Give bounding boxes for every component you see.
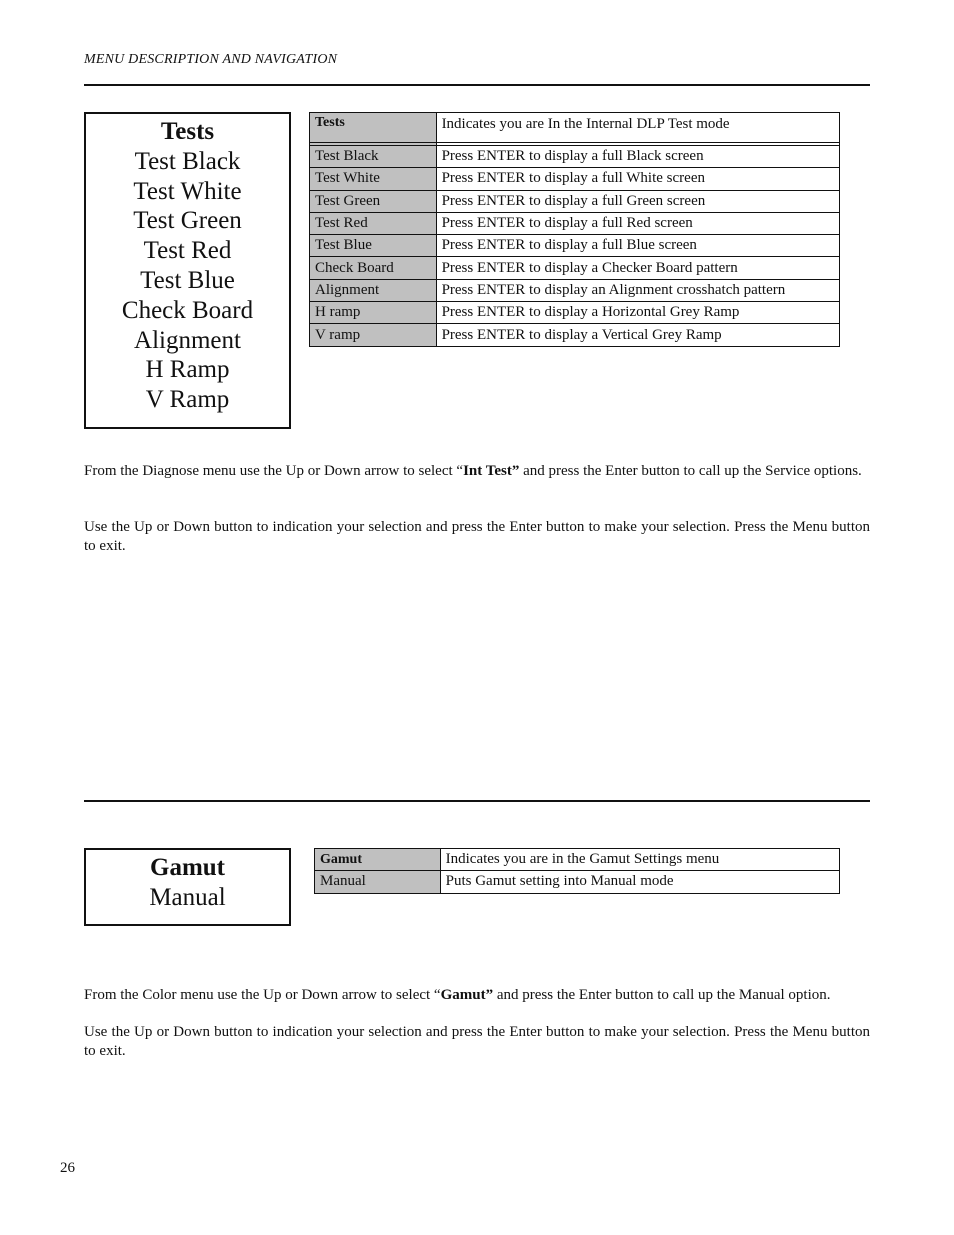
table-cell-key: Check Board: [310, 257, 437, 279]
table-cell-value: Press ENTER to display a full White screen: [436, 168, 839, 190]
menu-item-manual: Manual: [149, 883, 226, 911]
table-cell-value: Press ENTER to display a full Black screen: [436, 146, 839, 168]
top-rule: [84, 84, 870, 86]
table-cell-value: Indicates you are In the Internal DLP Test mode: [436, 113, 839, 143]
table-row: [310, 168, 840, 190]
menu-item-v-ramp: V Ramp: [145, 386, 230, 414]
menu-item-check-board: Check Board: [121, 296, 254, 324]
table-cell-value: Press ENTER to display an Alignment crosshatch pattern: [436, 279, 839, 301]
table-cell-key: Tests: [310, 113, 437, 143]
table-row: [310, 302, 840, 324]
table-row: [310, 279, 840, 301]
menu-item-test-green: Test Green: [133, 207, 242, 235]
table-cell-key: Test Red: [310, 212, 437, 234]
table-cell-key: Test Blue: [310, 235, 437, 257]
table-row: [310, 257, 840, 279]
table-cell-value: Indicates you are in the Gamut Settings menu: [440, 849, 839, 871]
table-cell-key: Test Green: [310, 190, 437, 212]
table-header-row: [310, 113, 840, 143]
table-cell-value: Press ENTER to display a Checker Board pattern: [436, 257, 839, 279]
table-row: [310, 146, 840, 168]
table-row: [315, 871, 840, 893]
gamut-paragraph-2: Use the Up or Down button to indication your selection and press the Enter button to make your selection. Press the Menu button to exit.: [84, 1024, 870, 1059]
table-cell-key: Test White: [310, 168, 437, 190]
text-run: and press the Enter button to call up the Service options.: [519, 463, 862, 479]
table-cell-value: Press ENTER to display a full Blue screen: [436, 235, 839, 257]
gamut-paragraph-1: [84, 986, 870, 1005]
table-cell-value: Press ENTER to display a Horizontal Grey Ramp: [436, 302, 839, 324]
table-row: [310, 324, 840, 346]
table-cell-value: Press ENTER to display a Vertical Grey Ramp: [436, 324, 839, 346]
tests-paragraph-2: Use the Up or Down button to indication your selection and press the Enter button to make your selection. Press the Menu button to exit.: [84, 519, 870, 554]
table-cell-key: Test Black: [310, 146, 437, 168]
menu-item-test-black: Test Black: [134, 147, 241, 175]
section-rule: [84, 800, 870, 802]
table-row: [310, 190, 840, 212]
bold-text: Int Test”: [463, 463, 520, 479]
table-cell-key: Gamut: [315, 849, 441, 871]
menu-item-alignment: Alignment: [134, 326, 241, 354]
table-cell-value: Puts Gamut setting into Manual mode: [440, 871, 839, 893]
table-row: [310, 212, 840, 234]
gamut-menu-box: [84, 848, 291, 926]
table-cell-value: Press ENTER to display a full Green screen: [436, 190, 839, 212]
bold-text: Gamut”: [440, 987, 494, 1003]
text-run: From the Color menu use the Up or Down arrow to select “: [84, 987, 441, 1003]
table-row: [310, 235, 840, 257]
table-cell-key: Alignment: [310, 279, 437, 301]
menu-title: Tests: [160, 118, 215, 145]
text-run: From the Diagnose menu use the Up or Down arrow to select “: [84, 463, 464, 479]
table-header-row: [315, 849, 840, 871]
tests-paragraph-1: [84, 462, 870, 481]
table-cell-key: H ramp: [310, 302, 437, 324]
menu-title: Gamut: [150, 854, 225, 881]
menu-item-test-blue: Test Blue: [140, 266, 235, 294]
text-run: and press the Enter button to call up the Manual option.: [493, 987, 831, 1003]
tests-description-table: [309, 112, 840, 347]
table-cell-value: Press ENTER to display a full Red screen: [436, 212, 839, 234]
running-head: MENU DESCRIPTION AND NAVIGATION: [84, 52, 338, 67]
gamut-description-table: [314, 848, 840, 894]
table-cell-key: Manual: [315, 871, 441, 893]
tests-menu-box: [84, 112, 291, 429]
menu-item-test-red: Test Red: [143, 237, 232, 265]
menu-item-test-white: Test White: [133, 177, 242, 205]
menu-item-h-ramp: H Ramp: [145, 356, 230, 384]
table-cell-key: V ramp: [310, 324, 437, 346]
page-number: 26: [60, 1160, 75, 1176]
